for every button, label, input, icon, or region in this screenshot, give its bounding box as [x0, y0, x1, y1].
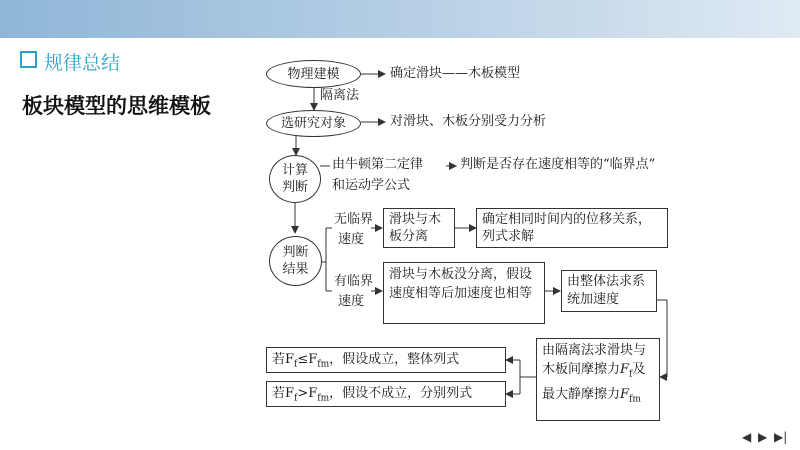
node-judge-result-line1: 判断: [282, 245, 309, 260]
next-slide-icon[interactable]: ▶: [758, 430, 768, 444]
box-not-separate: 滑块与木板没分离，假设速度相等后加速度也相等: [383, 262, 545, 324]
node-select-object: 选研究对象: [266, 110, 361, 137]
result-physics-model: 确定滑块——木板模型: [390, 66, 521, 81]
edge-isolation-label: 隔离法: [320, 88, 360, 103]
judge-critical-point: 判断是否存在速度相等的“临界点”: [460, 157, 656, 172]
cond2-sub1: f: [294, 393, 298, 404]
box-isolation-friction: [536, 338, 660, 421]
node-calc-judge-line1: 计算: [281, 163, 308, 178]
box-isolation-text: 由隔离法求滑块与木板间摩擦力: [542, 343, 647, 377]
branch-has-critical-line2: 速度: [338, 294, 365, 309]
node-physics-model: 物理建模: [266, 60, 361, 88]
last-slide-icon[interactable]: ▶|: [774, 430, 788, 444]
ffm-subscript: fm: [629, 394, 641, 405]
cond2-text: ，假设不成立，分别列式: [329, 386, 473, 401]
box-condition-not-hold: [266, 381, 506, 407]
cond1-text: ，假设成立，整体列式: [329, 352, 460, 367]
cond1-prefix: 若F: [272, 352, 295, 367]
cond2-sub2: fm: [317, 393, 330, 404]
box-separate: 滑块与木板分离: [383, 208, 455, 248]
box-displacement: 确定相同时间内的位移关系，列式求解: [476, 208, 668, 248]
box-isolation-max: 及最大静摩擦力: [542, 362, 646, 402]
node-judge-result-line2: 结果: [282, 262, 309, 277]
ff-subscript: f: [629, 369, 633, 380]
branch-no-critical-line2: 速度: [338, 232, 365, 247]
node-calc-judge-line2: 判断: [281, 180, 308, 195]
node-calc-judge: [269, 155, 321, 203]
node-judge-result: [269, 236, 322, 286]
cond1-sub2: fm: [317, 359, 330, 370]
cond2-prefix: 若F: [272, 386, 295, 401]
section-label: 规律总结: [44, 52, 121, 74]
box-condition-hold: [266, 347, 506, 373]
branch-no-critical-line1: 无临界: [334, 212, 374, 227]
ff-symbol: F: [620, 362, 630, 377]
cond1-op: ≤F: [297, 352, 318, 367]
prev-slide-icon[interactable]: ◀: [742, 430, 752, 444]
box-whole-accel: 由整体法求系统加速度: [561, 270, 657, 312]
result-select-object: 对滑块、木板分别受力分析: [390, 114, 547, 129]
page-title: 板块模型的思维模板: [22, 94, 211, 118]
cond2-op: >F: [297, 386, 318, 401]
ffm-symbol: F: [620, 386, 630, 402]
method-newton-line1: 由牛顿第二定律: [332, 157, 424, 172]
branch-has-critical-line1: 有临界: [334, 274, 374, 289]
method-newton-line2: 和运动学公式: [332, 178, 411, 193]
cond1-sub1: f: [294, 359, 298, 370]
